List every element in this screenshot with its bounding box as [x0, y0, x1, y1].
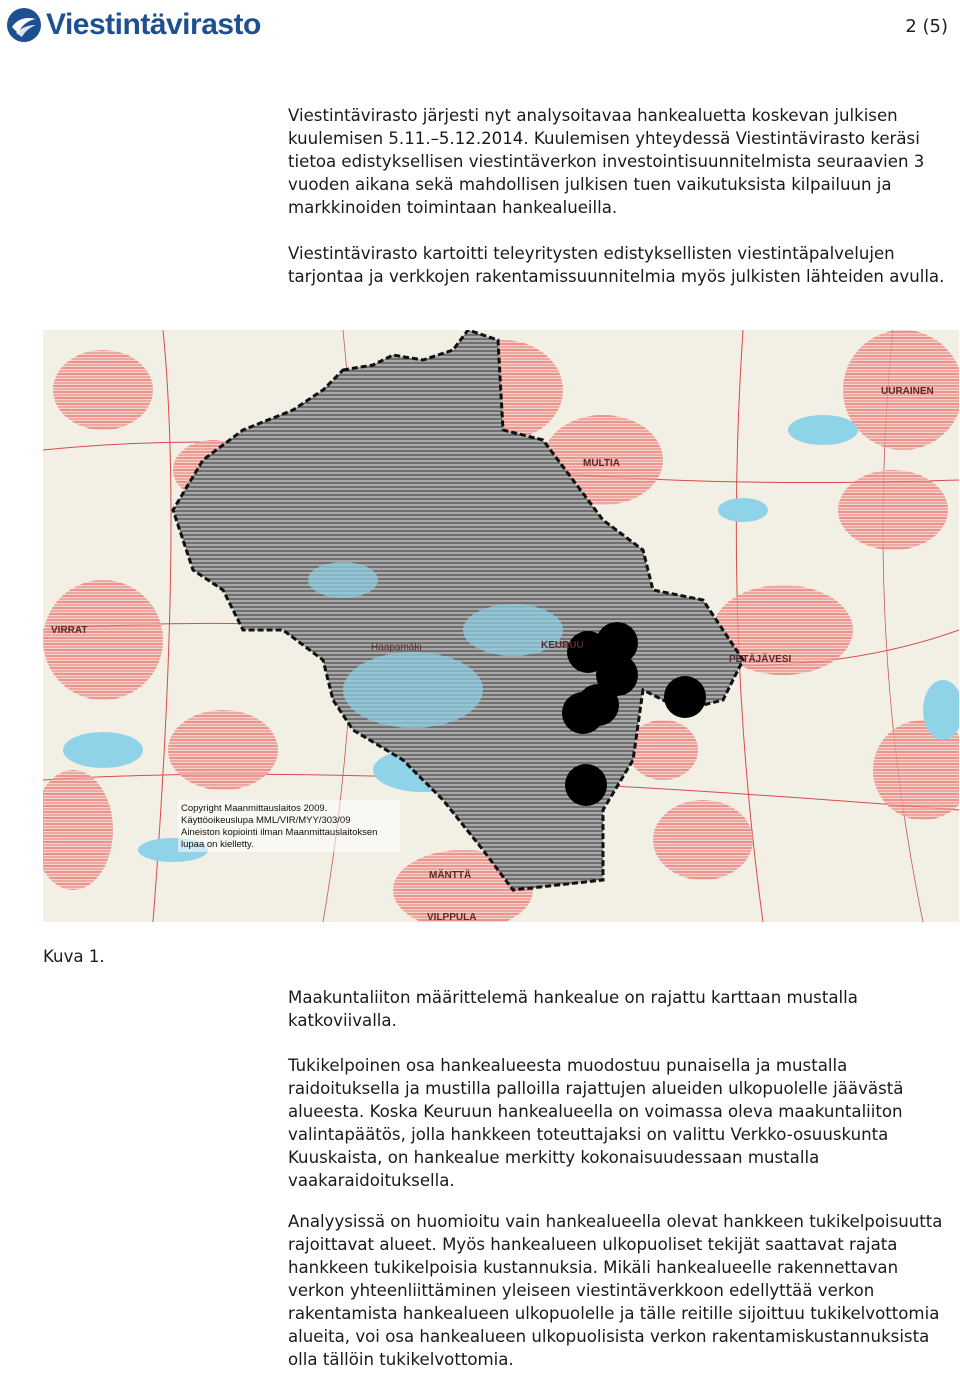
exclusion-dot — [562, 692, 604, 734]
map-label-mantta: MÄNTTÄ — [429, 870, 472, 881]
body-paragraph-3 — [288, 1210, 952, 1371]
exclusion-dot — [565, 764, 607, 806]
map-label-haapamaki: Haapamäki — [371, 642, 422, 653]
agency-logo — [6, 4, 261, 46]
map-label-keuruu: KEURUU — [541, 640, 584, 651]
map-copyright-line: Copyright Maanmittauslaitos 2009. — [181, 803, 328, 814]
map-label-uurainen: UURAINEN — [881, 386, 934, 397]
map-copyright-line: Aineiston kopiointi ilman Maanmittauslaitoksen — [181, 827, 378, 838]
body-paragraph-2 — [288, 1054, 952, 1192]
exclusion-dot — [664, 676, 706, 718]
map-label-petajavesi: PETÄJÄVESI — [729, 654, 792, 665]
project-area-map — [43, 330, 959, 922]
map-label-multia: MULTIA — [583, 458, 621, 469]
paragraph-text: Viestintävirasto järjesti nyt analysoitavaa hankealuetta koskevan julkisen kuulemisen 5.11.–5.12.2014. Kuulemisen yhteydessä Viestintävirasto keräsi tietoa edistyksellisen viestintäverkon investointisuunnitelmista seuraavien 3 vuoden aikana sekä mahdollisen julkisen tuen vaikutuksista kilpailuun ja markkinoiden toimintaan hankealueilla. — [288, 106, 925, 217]
paragraph-text: Tukikelpoinen osa hankealueesta muodostuu punaisella ja mustalla raidoituksella ja mustilla palloilla rajattujen alueiden ulkopuolelle jäävästä alueesta. Koska Keuruun hankealueella on voimassa oleva maakuntaliiton valintapäätös, jolla hankkeen toteuttajaksi on valittu Verkko-osuuskunta Kuuskaista, on hankealue merkitty kokonaisuudessaan mustalla vaakaraidoituksella. — [288, 1056, 904, 1190]
map-label-virrat: VIRRAT — [51, 625, 88, 636]
map-label-vilppula: VILPPULA — [427, 912, 477, 922]
page-number: 2 (5) — [905, 16, 948, 37]
map-copyright-line: Käyttöoikeuslupa MML/VIR/MYY/303/09 — [181, 815, 351, 826]
logo-text: Viestintävirasto — [46, 8, 261, 41]
paragraph-text: Analyysissä on huomioitu vain hankealueella olevat hankkeen tukikelpoisuutta rajoittavat alueet. Myös hankealueen ulkopuoliset tekijät saattavat rajata hankkeen tukikelpoisia kustannuksia. Mikäli hankealueelle rakennettavan verkon yhteenliittäminen yleiseen viestintäverkkoon edellyttää verkon rakentamista hankealueen ulkopuolelle ja tälle reitille sijoittuu tukikelvottomia alueita, voi osa hankealueen ulkopuolisista verkon rakentamiskustannuksista olla tällöin tukikelvottomia. — [288, 1212, 943, 1369]
intro-paragraph-1 — [288, 104, 952, 219]
map-copyright-line: lupaa on kielletty. — [181, 839, 254, 850]
figure-caption: Kuva 1. — [43, 947, 105, 966]
body-paragraph-1 — [288, 986, 952, 1032]
paragraph-text: Maakuntaliiton määrittelemä hankealue on rajattu karttaan mustalla katkoviivalla. — [288, 988, 858, 1030]
intro-paragraph-2 — [288, 242, 952, 288]
paragraph-text: Viestintävirasto kartoitti teleyritysten edistyksellisten viestintäpalvelujen tarjontaa ja verkkojen rakentamissuunnitelmia myös julkisten lähteiden avulla. — [288, 244, 945, 286]
logo-mark-icon — [6, 7, 42, 43]
